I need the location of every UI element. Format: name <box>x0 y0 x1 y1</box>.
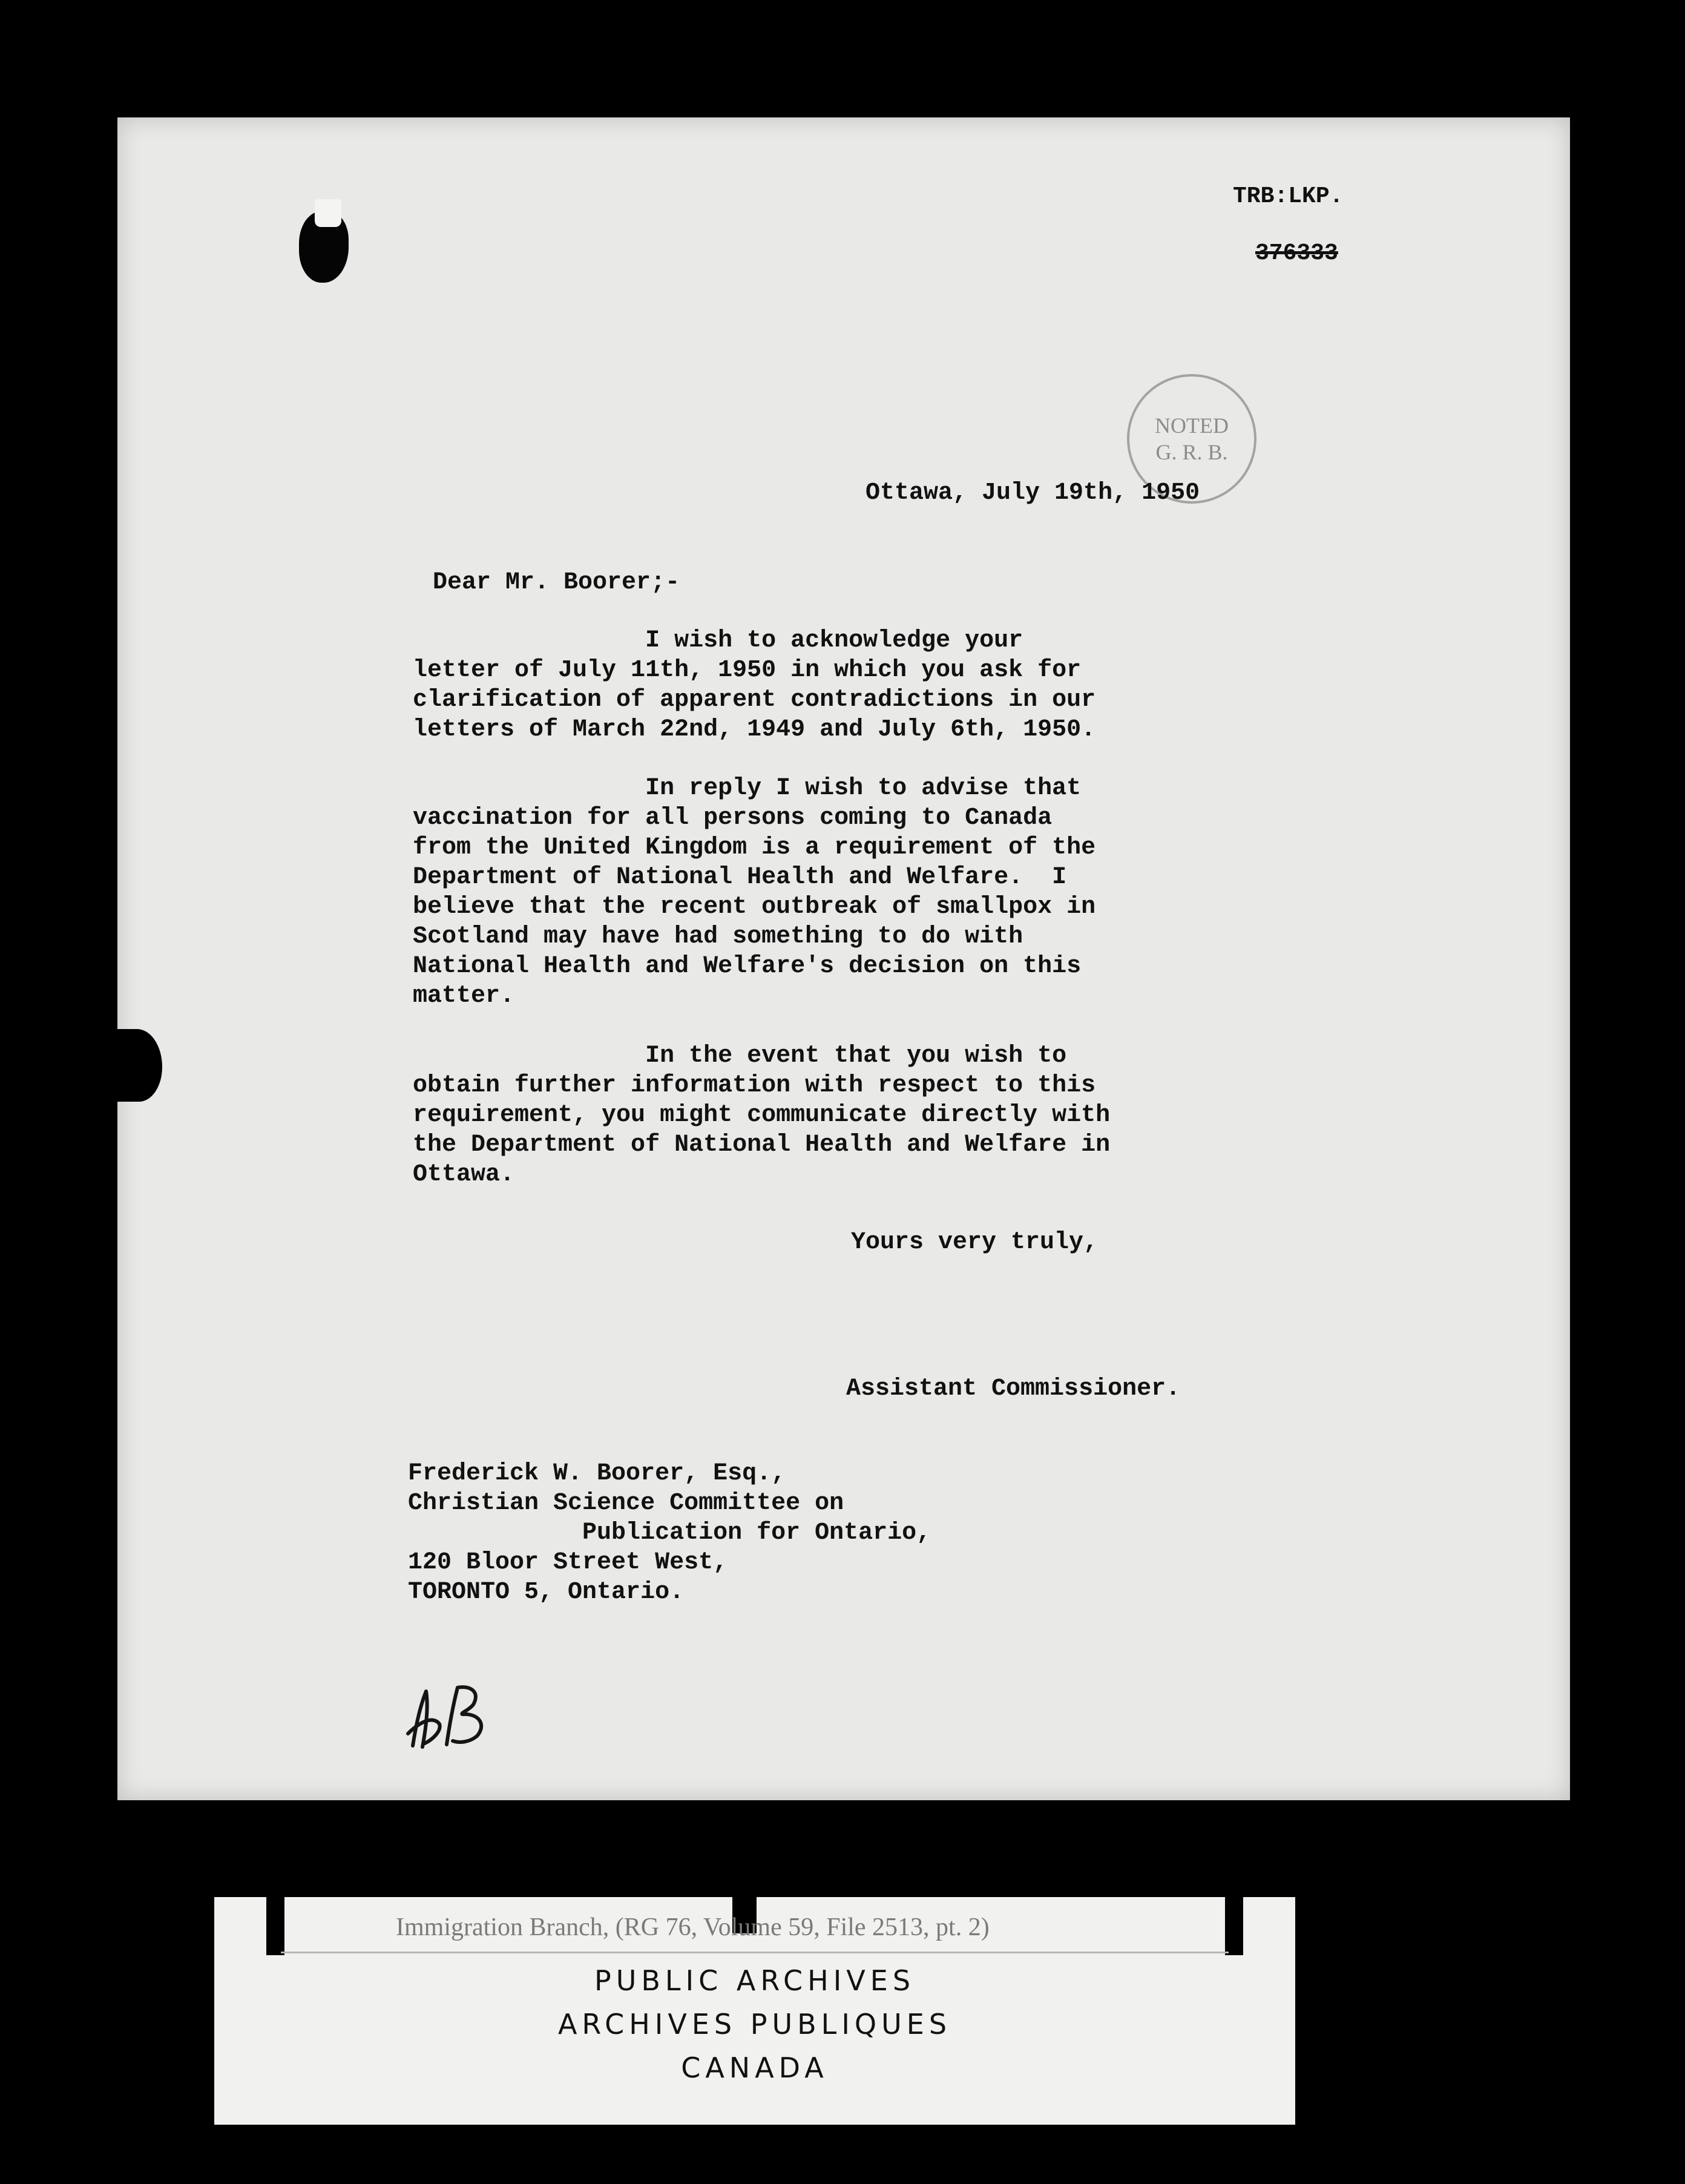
signature-title: Assistant Commissioner. <box>846 1375 1181 1403</box>
archive-source-note: Immigration Branch, (RG 76, Volume 59, File 2513, pt. 2) <box>396 1913 990 1941</box>
handwritten-initials-stroke-3 <box>447 1687 481 1745</box>
torn-edge <box>114 1029 162 1102</box>
punch-hole <box>299 211 349 283</box>
paragraph-acknowledgement: I wish to acknowledge your letter of July 11th, 1950 in which you ask for clarification of apparent contradictions in our letters of March 22nd, 1949 and July 6th, 1950. <box>413 627 1096 743</box>
archive-heading-english: PUBLIC ARCHIVES <box>594 1964 916 1997</box>
archive-heading-french: ARCHIVES PUBLIQUES <box>557 2008 952 2041</box>
salutation: Dear Mr. Boorer;- <box>433 569 680 596</box>
file-number: 376333 <box>1255 240 1338 266</box>
archive-label-card <box>214 1897 1295 2125</box>
card-mount-post-right <box>1225 1897 1243 1955</box>
stamp-line-1: NOTED <box>1155 413 1229 438</box>
stamp-line-2: G. R. B. <box>1155 440 1228 464</box>
date-line: Ottawa, July 19th, 1950 <box>865 479 1200 507</box>
letter-page <box>117 117 1570 1800</box>
reference-initials: TRB:LKP. <box>1233 183 1344 209</box>
closing: Yours very truly, <box>851 1229 1099 1256</box>
recipient-address: Frederick W. Boorer, Esq., Christian Science Committee on Publication for Ontario, 120 Bloor Street West, TORONTO 5, Ontario. <box>408 1460 931 1606</box>
card-mount-post-left <box>266 1897 284 1955</box>
handwritten-initials-stroke-1 <box>413 1691 427 1747</box>
paragraph-further-information: In the event that you wish to obtain further information with respect to this requirement, you might communicate directly with the Department of National Health and Welfare in Ottawa. <box>413 1042 1111 1188</box>
archive-heading-country: CANADA <box>681 2051 829 2084</box>
paragraph-vaccination: In reply I wish to advise that vaccination for all persons coming to Canada from the United Kingdom is a requirement of the Department of National Health and Welfare. I believe that the recent outbreak of smallpox in Scotland may have had something to do with National Health and Welfare's decision on this matter. <box>413 775 1096 1010</box>
handwritten-initials <box>402 1673 499 1752</box>
card-divider <box>281 1952 1229 1953</box>
